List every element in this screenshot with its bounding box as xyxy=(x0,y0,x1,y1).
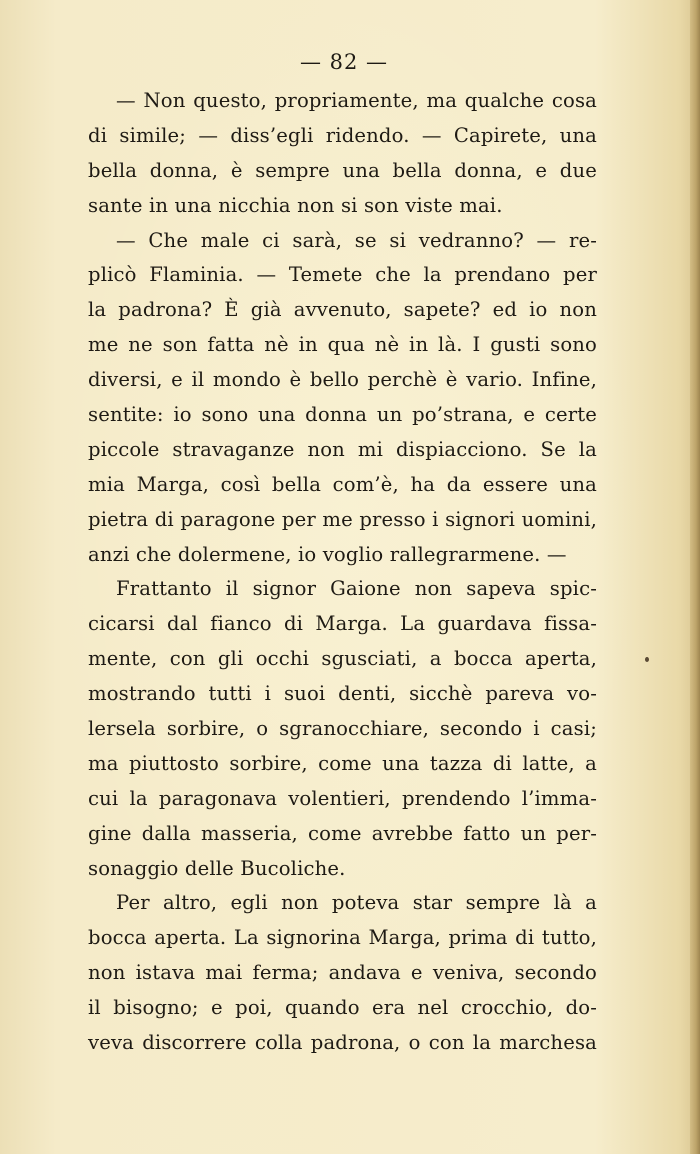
text-line: bocca aperta. La signorina Marga, prima di tutto, xyxy=(88,926,597,950)
text-line: la padrona? È già avvenuto, sapete? ed io non xyxy=(88,298,597,322)
text-line: pietra di paragone per me presso i signori uomini, xyxy=(88,507,597,531)
text-line: bella donna, è sempre una bella donna, e due xyxy=(88,158,597,182)
body-text xyxy=(88,84,597,1061)
text-line: cicarsi dal fianco di Marga. La guardava fissa- xyxy=(88,612,597,636)
text-line: di simile; — diss’egli ridendo. — Capirete, una xyxy=(88,123,597,147)
text-line: cui la paragonava volentieri, prendendo l’imma- xyxy=(88,786,597,810)
ink-speck xyxy=(645,657,649,662)
text-line: sentite: io sono una donna un po’strana, e certe xyxy=(88,403,597,427)
text-line: veva discorrere colla padrona, o con la marchesa xyxy=(88,1031,597,1055)
text-line: anzi che dolermene, io voglio rallegrarmene. — xyxy=(88,542,567,566)
text-line: sante in una nicchia non si son viste mai. xyxy=(88,193,503,217)
text-line: Per altro, egli non poteva star sempre là a xyxy=(116,891,597,915)
text-line: il bisogno; e poi, quando era nel crocchio, do- xyxy=(88,996,597,1020)
text-line: mente, con gli occhi sgusciati, a bocca aperta, xyxy=(88,647,597,671)
text-line: diversi, e il mondo è bello perchè è vario. Infine, xyxy=(88,368,597,392)
text-line: — Che male ci sarà, se si vedranno? — re- xyxy=(116,228,597,252)
text-line: — Non questo, propriamente, ma qualche cosa xyxy=(116,89,597,112)
text-line: non istava mai ferma; andava e veniva, secondo xyxy=(88,961,597,985)
text-line: me ne son fatta nè in qua nè in là. I gusti sono xyxy=(88,333,597,357)
text-line: mia Marga, così bella com’è, ha da essere una xyxy=(88,472,597,496)
text-line: gine dalla masseria, come avrebbe fatto un per- xyxy=(88,821,597,845)
text-line: lersela sorbire, o sgranocchiare, secondo i casi; xyxy=(88,717,597,741)
page-number: — 82 — xyxy=(299,50,389,74)
text-line: piccole stravaganze non mi dispiacciono. Se la xyxy=(88,437,597,461)
text-line: plicò Flaminia. — Temete che la prendano per xyxy=(88,263,597,287)
text-line: ma piuttosto sorbire, come una tazza di latte, a xyxy=(88,751,597,775)
text-line: Frattanto il signor Gaione non sapeva spic- xyxy=(116,577,597,601)
text-line: mostrando tutti i suoi denti, sicchè pareva vo- xyxy=(88,682,597,706)
text-line: sonaggio delle Bucoliche. xyxy=(88,856,346,880)
page-edge xyxy=(690,0,700,1154)
